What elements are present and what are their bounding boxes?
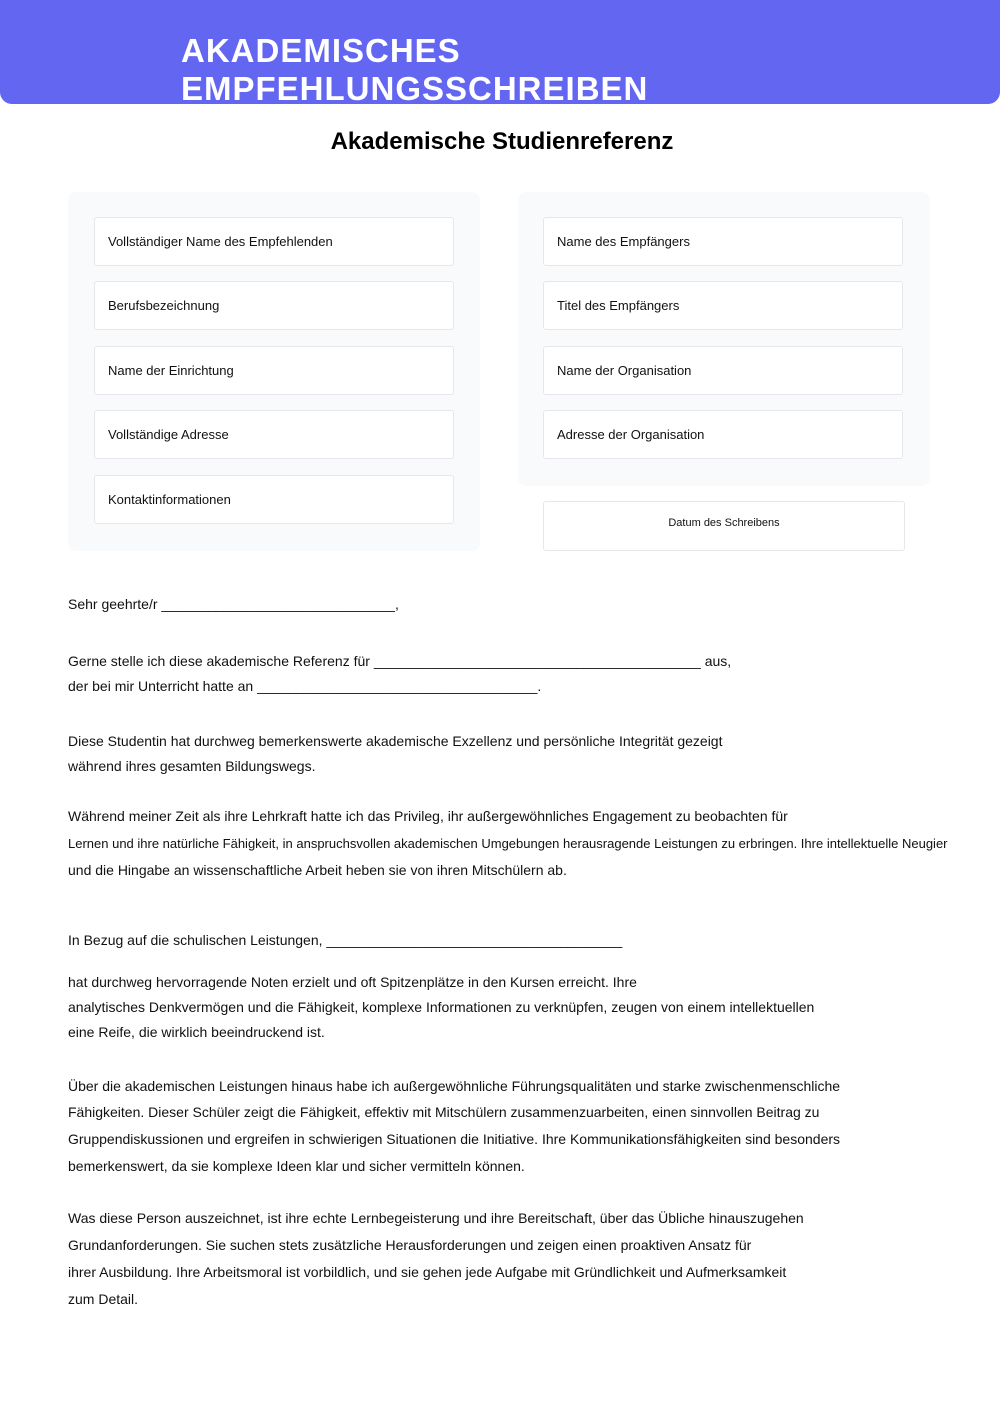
institution-name-field[interactable]: Name der Einrichtung (94, 346, 454, 395)
header-banner (0, 0, 1000, 107)
title-line-1: AKADEMISCHES (181, 32, 461, 69)
recommender-name-field[interactable]: Vollständiger Name des Empfehlenden (94, 217, 454, 266)
paragraph-1-line-2: während ihres gesamten Bildungswegs. (68, 758, 316, 774)
paragraph-1-line-1: Diese Studentin hat durchweg bemerkenswerte akademische Exzellenz und persönliche Integrität gezeigt (68, 733, 723, 749)
paragraph-3-line-3: eine Reife, die wirklich beeindruckend ist. (68, 1024, 325, 1040)
salutation: Sehr geehrte/r ______________________________, (68, 596, 399, 612)
organization-name-field[interactable]: Name der Organisation (543, 346, 903, 395)
paragraph-3-line-1: hat durchweg hervorragende Noten erzielt und oft Spitzenplätze in den Kursen erreicht. Ihre (68, 974, 637, 990)
paragraph-4-line-2: Fähigkeiten. Dieser Schüler zeigt die Fähigkeit, effektiv mit Mitschülern zusammenzuarbeiten, einen sinnvollen Beitrag zu (68, 1104, 820, 1120)
intro-line-2: der bei mir Unterricht hatte an ____________________________________. (68, 678, 542, 694)
paragraph-5-line-1: Was diese Person auszeichnet, ist ihre echte Lernbegeisterung und ihre Bereitschaft, über das Übliche hinauszugehen (68, 1210, 804, 1226)
intro-line-1: Gerne stelle ich diese akademische Referenz für __________________________________________ aus, (68, 653, 732, 669)
paragraph-5-line-4: zum Detail. (68, 1291, 139, 1307)
recipient-name-field[interactable]: Name des Empfängers (543, 217, 903, 266)
paragraph-2-line-1: Während meiner Zeit als ihre Lehrkraft hatte ich das Privileg, ihr außergewöhnliches Engagement zu beobachten für (68, 808, 788, 824)
contact-info-field[interactable]: Kontaktinformationen (94, 475, 454, 524)
performance-intro: In Bezug auf die schulischen Leistungen, ______________________________________ (68, 932, 623, 948)
document-subtitle: Akademische Studienreferenz (330, 128, 674, 155)
document-title (181, 32, 648, 108)
organization-address-field[interactable]: Adresse der Organisation (543, 410, 903, 459)
full-address-field[interactable]: Vollständige Adresse (94, 410, 454, 459)
paragraph-2-line-3: und die Hingabe an wissenschaftliche Arbeit heben sie von ihren Mitschülern ab. (68, 862, 567, 878)
paragraph-4-line-4: bemerkenswert, da sie komplexe Ideen klar und sicher vermitteln können. (68, 1158, 525, 1174)
letter-date-field[interactable]: Datum des Schreibens (543, 501, 905, 551)
paragraph-2-line-2: Lernen und ihre natürliche Fähigkeit, in anspruchsvollen akademischen Umgebungen herausragende Leistungen zu erbringen. Ihre intellektuelle Neugier (68, 836, 948, 851)
paragraph-3-line-2: analytisches Denkvermögen und die Fähigkeit, komplexe Informationen zu verknüpfen, zeugen von einem intellektuellen (68, 999, 815, 1015)
paragraph-4-line-1: Über die akademischen Leistungen hinaus habe ich außergewöhnliche Führungsqualitäten und starke zwischenmenschliche (68, 1078, 841, 1094)
job-title-field[interactable]: Berufsbezeichnung (94, 281, 454, 330)
title-line-2: EMPFEHLUNGSSCHREIBEN (181, 70, 649, 107)
paragraph-5-line-2: Grundanforderungen. Sie suchen stets zusätzliche Herausforderungen und zeigen einen proaktiven Ansatz für (68, 1237, 752, 1253)
recipient-title-field[interactable]: Titel des Empfängers (543, 281, 903, 330)
paragraph-4-line-3: Gruppendiskussionen und ergreifen in schwierigen Situationen die Initiative. Ihre Kommunikationsfähigkeiten sind besonders (68, 1131, 841, 1147)
paragraph-5-line-3: ihrer Ausbildung. Ihre Arbeitsmoral ist vorbildlich, und sie gehen jede Aufgabe mit Gründlichkeit und Aufmerksamkeit (68, 1264, 787, 1280)
